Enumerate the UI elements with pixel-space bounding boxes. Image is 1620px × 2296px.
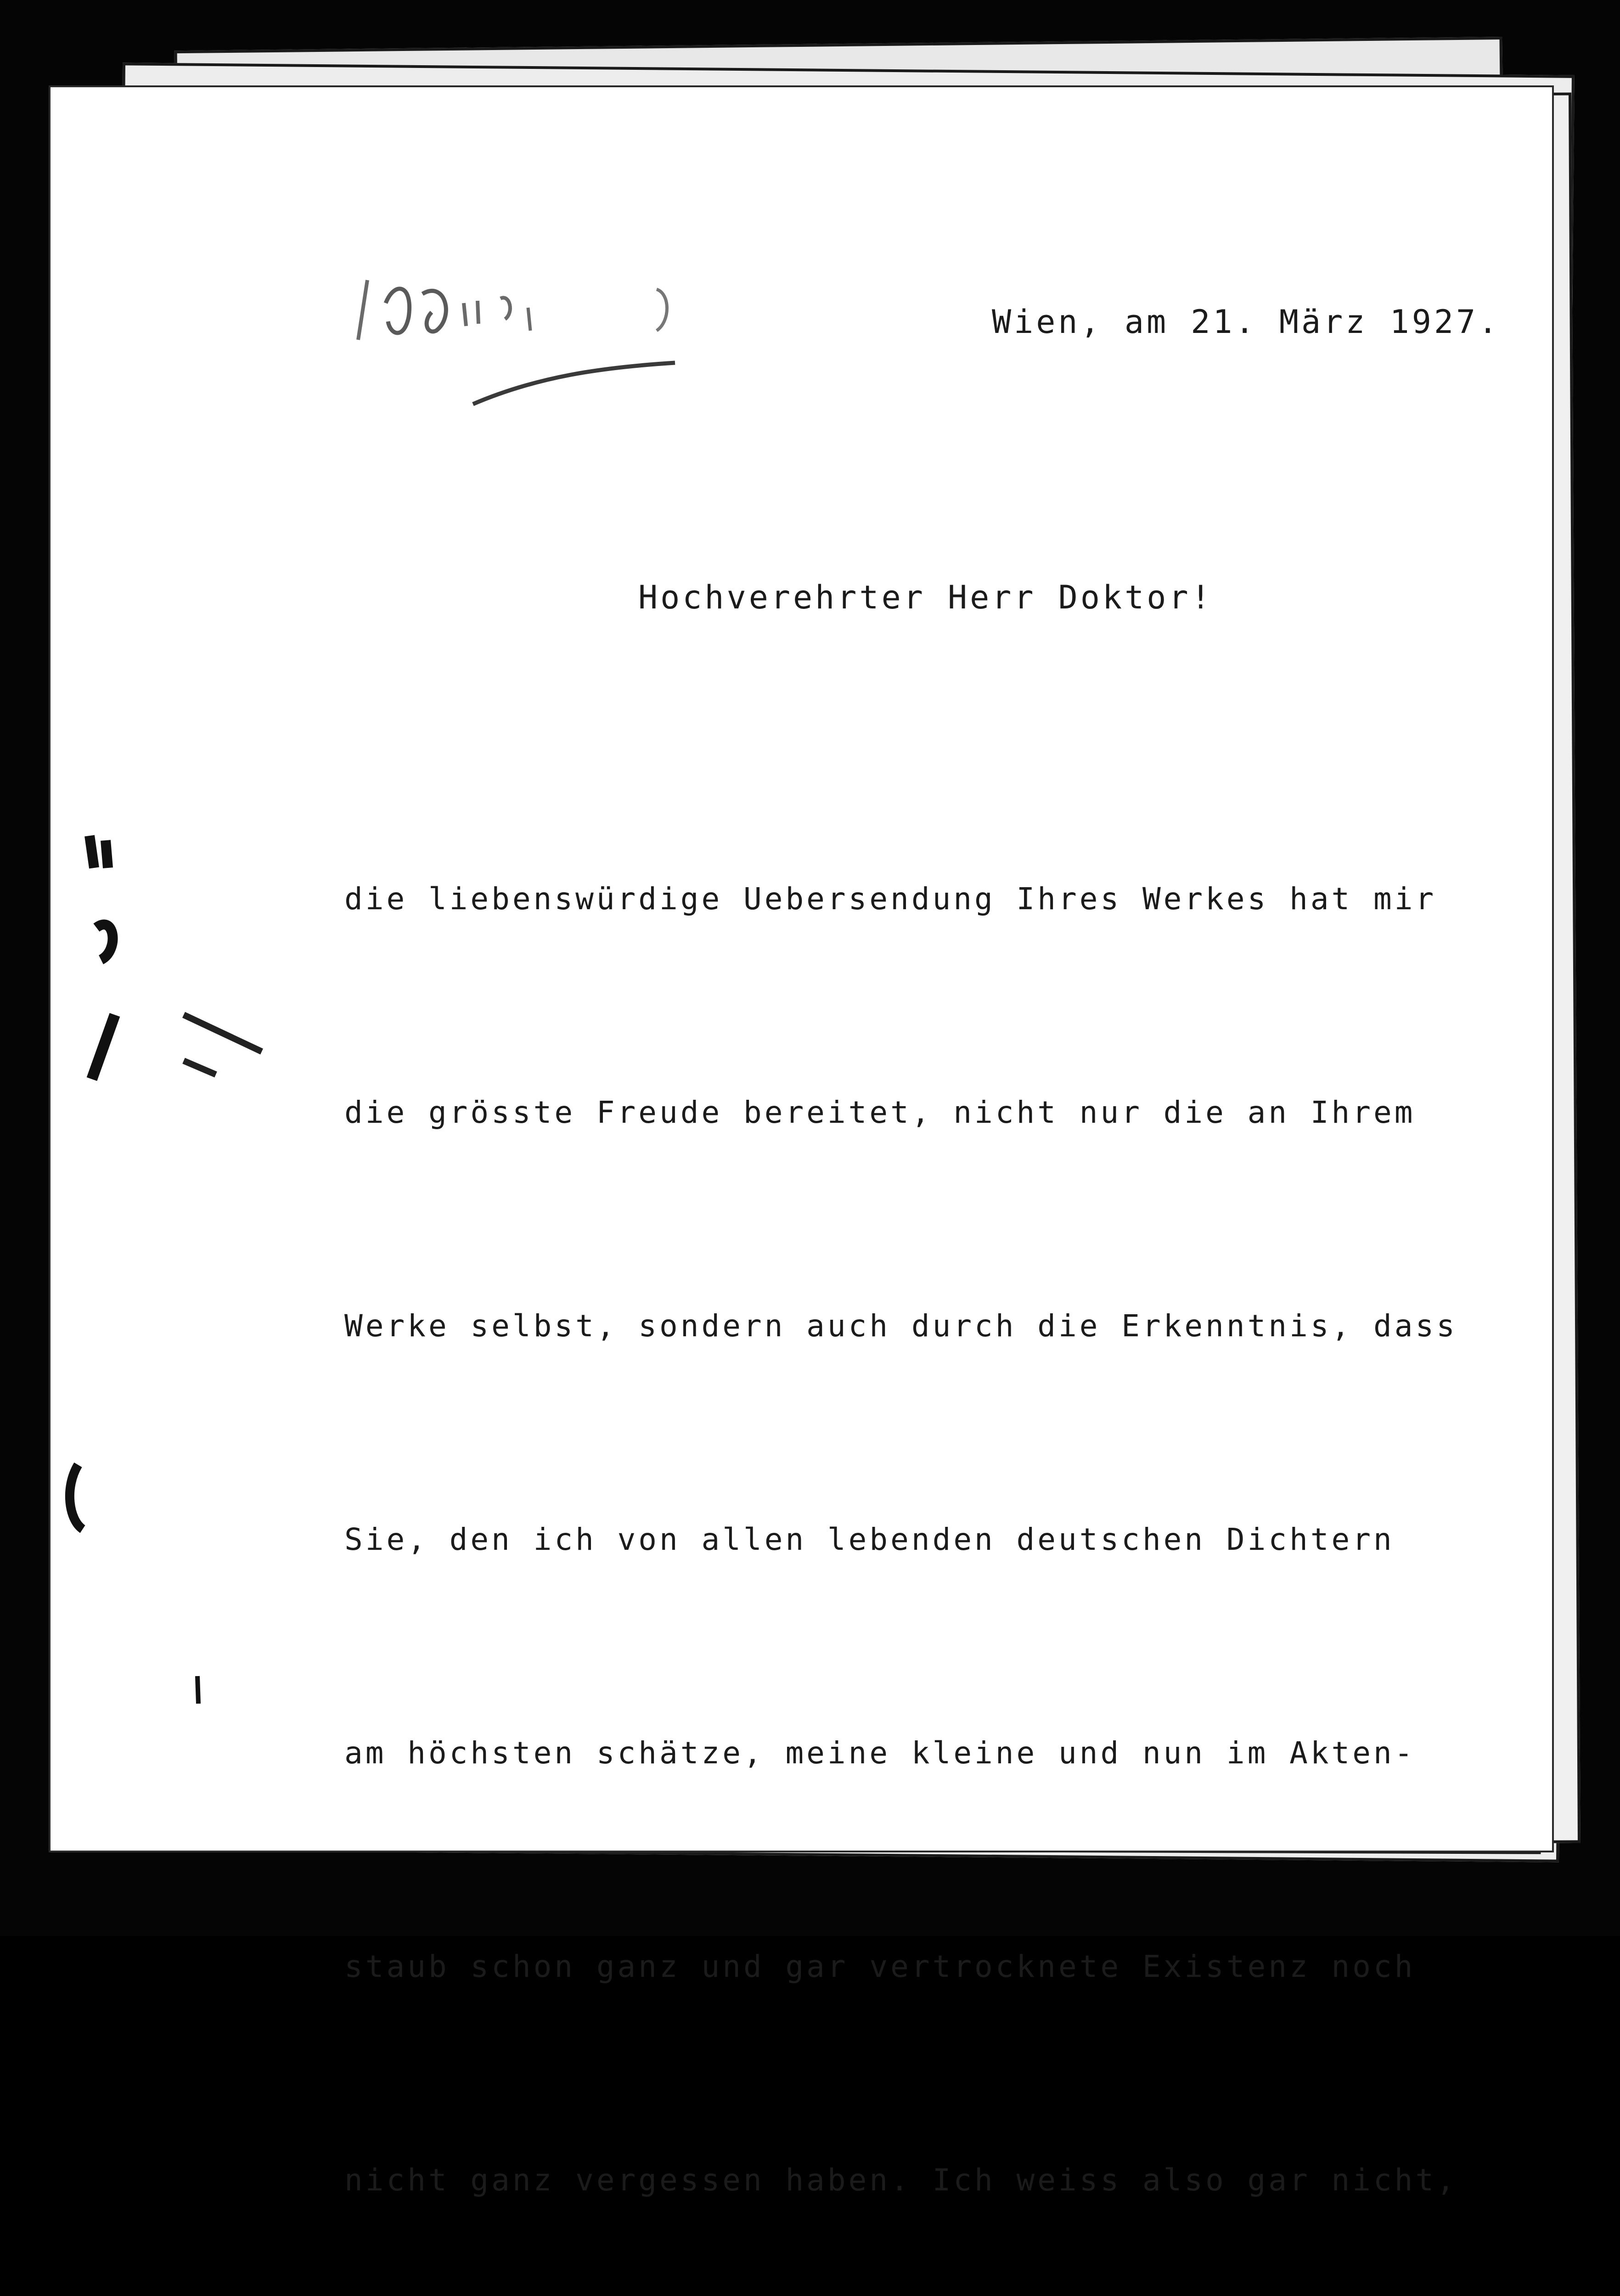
body-line: am höchsten schätze, meine kleine und nun im Akten- (344, 1735, 1416, 1771)
letter-page (51, 87, 1552, 2198)
date-line: Wien, am 21. März 1927. (992, 303, 1501, 341)
body-line: die grösste Freude bereitet, nicht nur die an Ihrem (344, 1095, 1416, 1130)
salutation: Hochverehrter Herr Doktor! (638, 579, 1213, 616)
body-line: staub schon ganz und gar vertrocknete Existenz noch (344, 1949, 1416, 1984)
body-line: Werke selbst, sondern auch durch die Erkenntnis, dass (344, 1308, 1457, 1344)
body-line: nicht ganz vergessen haben. Ich weiss also gar nicht, (344, 2162, 1457, 2198)
body-line: die liebenswürdige Uebersendung Ihres Werkes hat mir (344, 881, 1437, 917)
letter-body (344, 721, 1457, 2296)
body-line: Sie, den ich von allen lebenden deutschen Dichtern (344, 1522, 1395, 1557)
